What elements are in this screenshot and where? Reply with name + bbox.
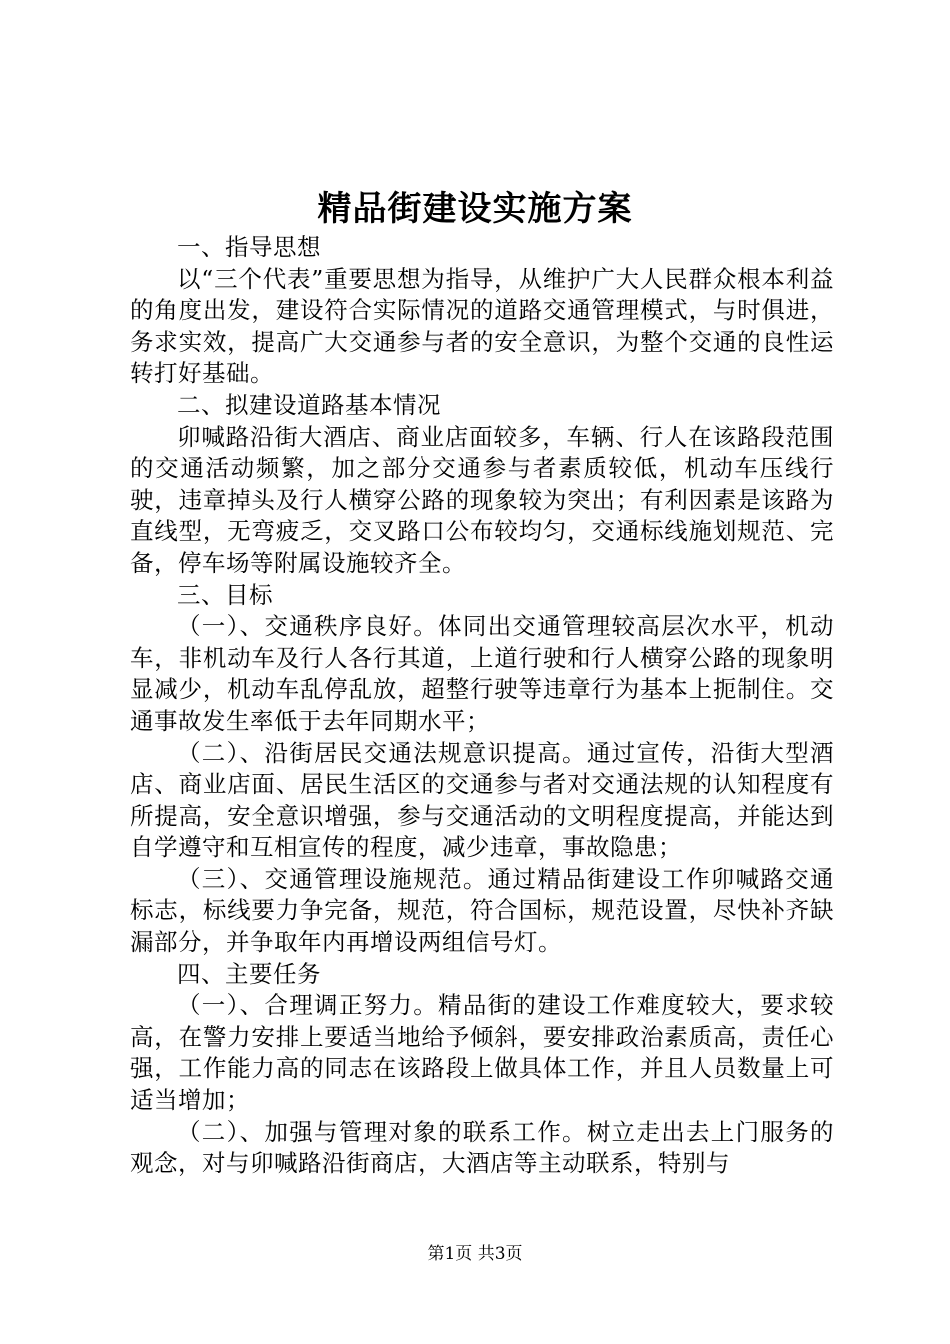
document-body — [130, 232, 834, 1180]
paragraph: 卯喊路沿街大酒店、商业店面较多，车辆、行人在该路段范围的交通活动频繁，加之部分交通参与者素质较低，机动车压线行驶，违章掉头及行人横穿公路的现象较为突出；有利因素是该路为直线型，无弯疲乏，交叉路口公布较均匀，交通标线施划规范、完备，停车场等附属设施较齐全。 — [130, 422, 834, 577]
section-heading-main-tasks: 四、主要任务 — [177, 959, 321, 988]
section-heading-goals: 三、目标 — [177, 580, 273, 609]
page-footer: 第1页 共3页 — [427, 1244, 523, 1264]
paragraph: （二）、沿街居民交通法规意识提高。通过宣传，沿街大型酒店、商业店面、居民生活区的交通参与者对交通法规的认知程度有所提高，安全意识增强，参与交通活动的文明程度提高，并能达到自学遵守和互相宣传的程度，减少违章，事故隐患； — [130, 738, 834, 862]
section-heading-road-situation: 二、拟建设道路基本情况 — [177, 390, 441, 419]
document-title: 精品街建设实施方案 — [317, 189, 633, 229]
paragraph: 以“三个代表”重要思想为指导，从维护广大人民群众根本利益的角度出发，建设符合实际情况的道路交通管理模式，与时俱进，务求实效，提高广大交通参与者的安全意识，为整个交通的良性运转打好基础。 — [130, 264, 834, 388]
paragraph: （一）、合理调正努力。精品街的建设工作难度较大，要求较高，在警力安排上要适当地给予倾斜，要安排政治素质高，责任心强，工作能力高的同志在该路段上做具体工作，并且人员数量上可适当增加； — [130, 991, 834, 1115]
paragraph: （二）、加强与管理对象的联系工作。树立走出去上门服务的观念，对与卯喊路沿街商店，大酒店等主动联系，特别与 — [130, 1117, 834, 1178]
paragraph: （三）、交通管理设施规范。通过精品街建设工作卯喊路交通标志，标线要力争完备，规范，符合国标，规范设置，尽快补齐缺漏部分，并争取年内再增设两组信号灯。 — [130, 864, 834, 957]
paragraph: （一）、交通秩序良好。体同出交通管理较高层次水平，机动车，非机动车及行人各行其道，上道行驶和行人横穿公路的现象明显减少，机动车乱停乱放，超整行驶等违章行为基本上扼制住。交通事故发生率低于去年同期水平； — [130, 612, 834, 735]
section-heading-guiding-ideology: 一、指导思想 — [177, 233, 321, 261]
